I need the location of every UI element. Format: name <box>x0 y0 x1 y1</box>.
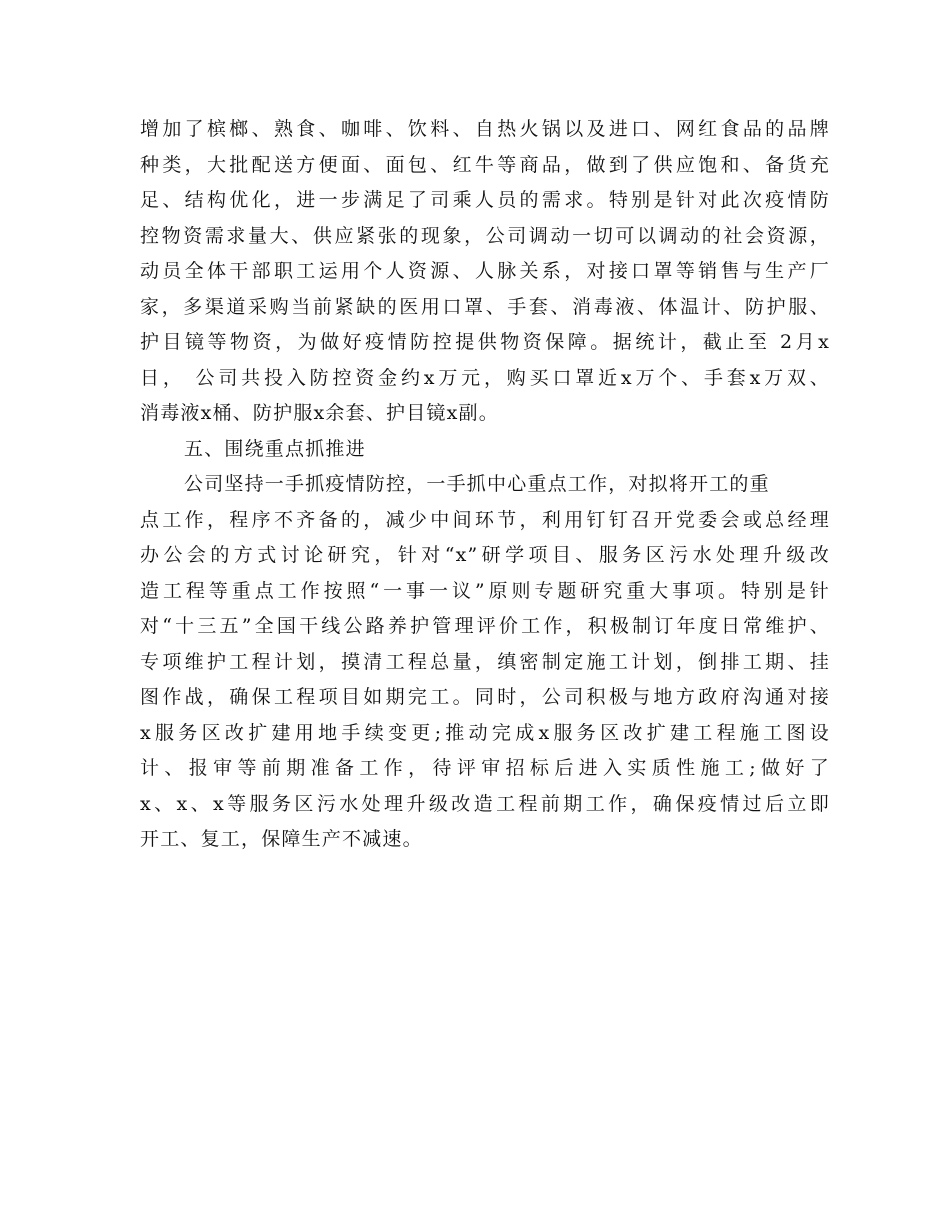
text-line: 点工作，程序不齐备的，减少中间环节，利用钉钉召开党委会或总经理 <box>140 508 830 531</box>
text-line: 家，多渠道采购当前紧缺的医用口罩、手套、消毒液、体温计、防护服、 <box>140 295 830 318</box>
text-line: 护目镜等物资，为做好疫情防控提供物资保障。据统计，截止至 2月x <box>140 331 830 353</box>
text-line: 日， 公司共投入防控资金约x万元，购买口罩近x万个、手套x万双、 <box>140 366 830 389</box>
text-line: 办公会的方式讨论研究，针对“x”研学项目、服务区污水处理升级改 <box>140 544 830 566</box>
text-line: 控物资需求量大、供应紧张的现象，公司调动一切可以调动的社会资源， <box>140 224 830 247</box>
text-line: 消毒液x桶、防护服x余套、护目镜x副。 <box>140 402 499 424</box>
text-line: 增加了槟榔、熟食、咖啡、饮料、自热火锅以及进口、网红食品的品牌 <box>140 118 830 140</box>
paragraph-procurement <box>140 112 830 432</box>
text-line: 对“十三五”全国干线公路养护管理评价工作，积极制订年度日常维护、 <box>140 615 830 637</box>
text-line: x、x、x等服务区污水处理升级改造工程前期工作，确保疫情过后立即 <box>140 792 830 815</box>
text-line: 足、结构优化，进一步满足了司乘人员的需求。特别是针对此次疫情防 <box>140 189 830 211</box>
text-line: 种类，大批配送方便面、面包、红牛等商品，做到了供应饱和、备货充 <box>140 153 830 176</box>
text-line: 图作战，确保工程项目如期完工。同时，公司积极与地方政府沟通对接 <box>140 686 830 708</box>
paragraph-key-projects <box>140 467 830 858</box>
text-line: 专项维护工程计划，摸清工程总量，缜密制定施工计划，倒排工期、挂 <box>140 650 830 673</box>
section-heading: 五、围绕重点抓推进 <box>184 437 366 460</box>
text-line: 计、报审等前期准备工作，待评审招标后进入实质性施工;做好了 <box>140 757 830 779</box>
text-line: 造工程等重点工作按照“一事一议”原则专题研究重大事项。特别是针 <box>140 579 830 602</box>
text-line: x服务区改扩建用地手续变更;推动完成x服务区改扩建工程施工图设 <box>140 721 830 744</box>
body-text <box>140 112 830 858</box>
text-line: 公司坚持一手抓疫情防控，一手抓中心重点工作，对拟将开工的重 <box>184 473 770 495</box>
text-line: 动员全体干部职工运用个人资源、人脉关系，对接口罩等销售与生产厂 <box>140 260 830 282</box>
text-line: 开工、复工，保障生产不减速。 <box>140 828 423 850</box>
